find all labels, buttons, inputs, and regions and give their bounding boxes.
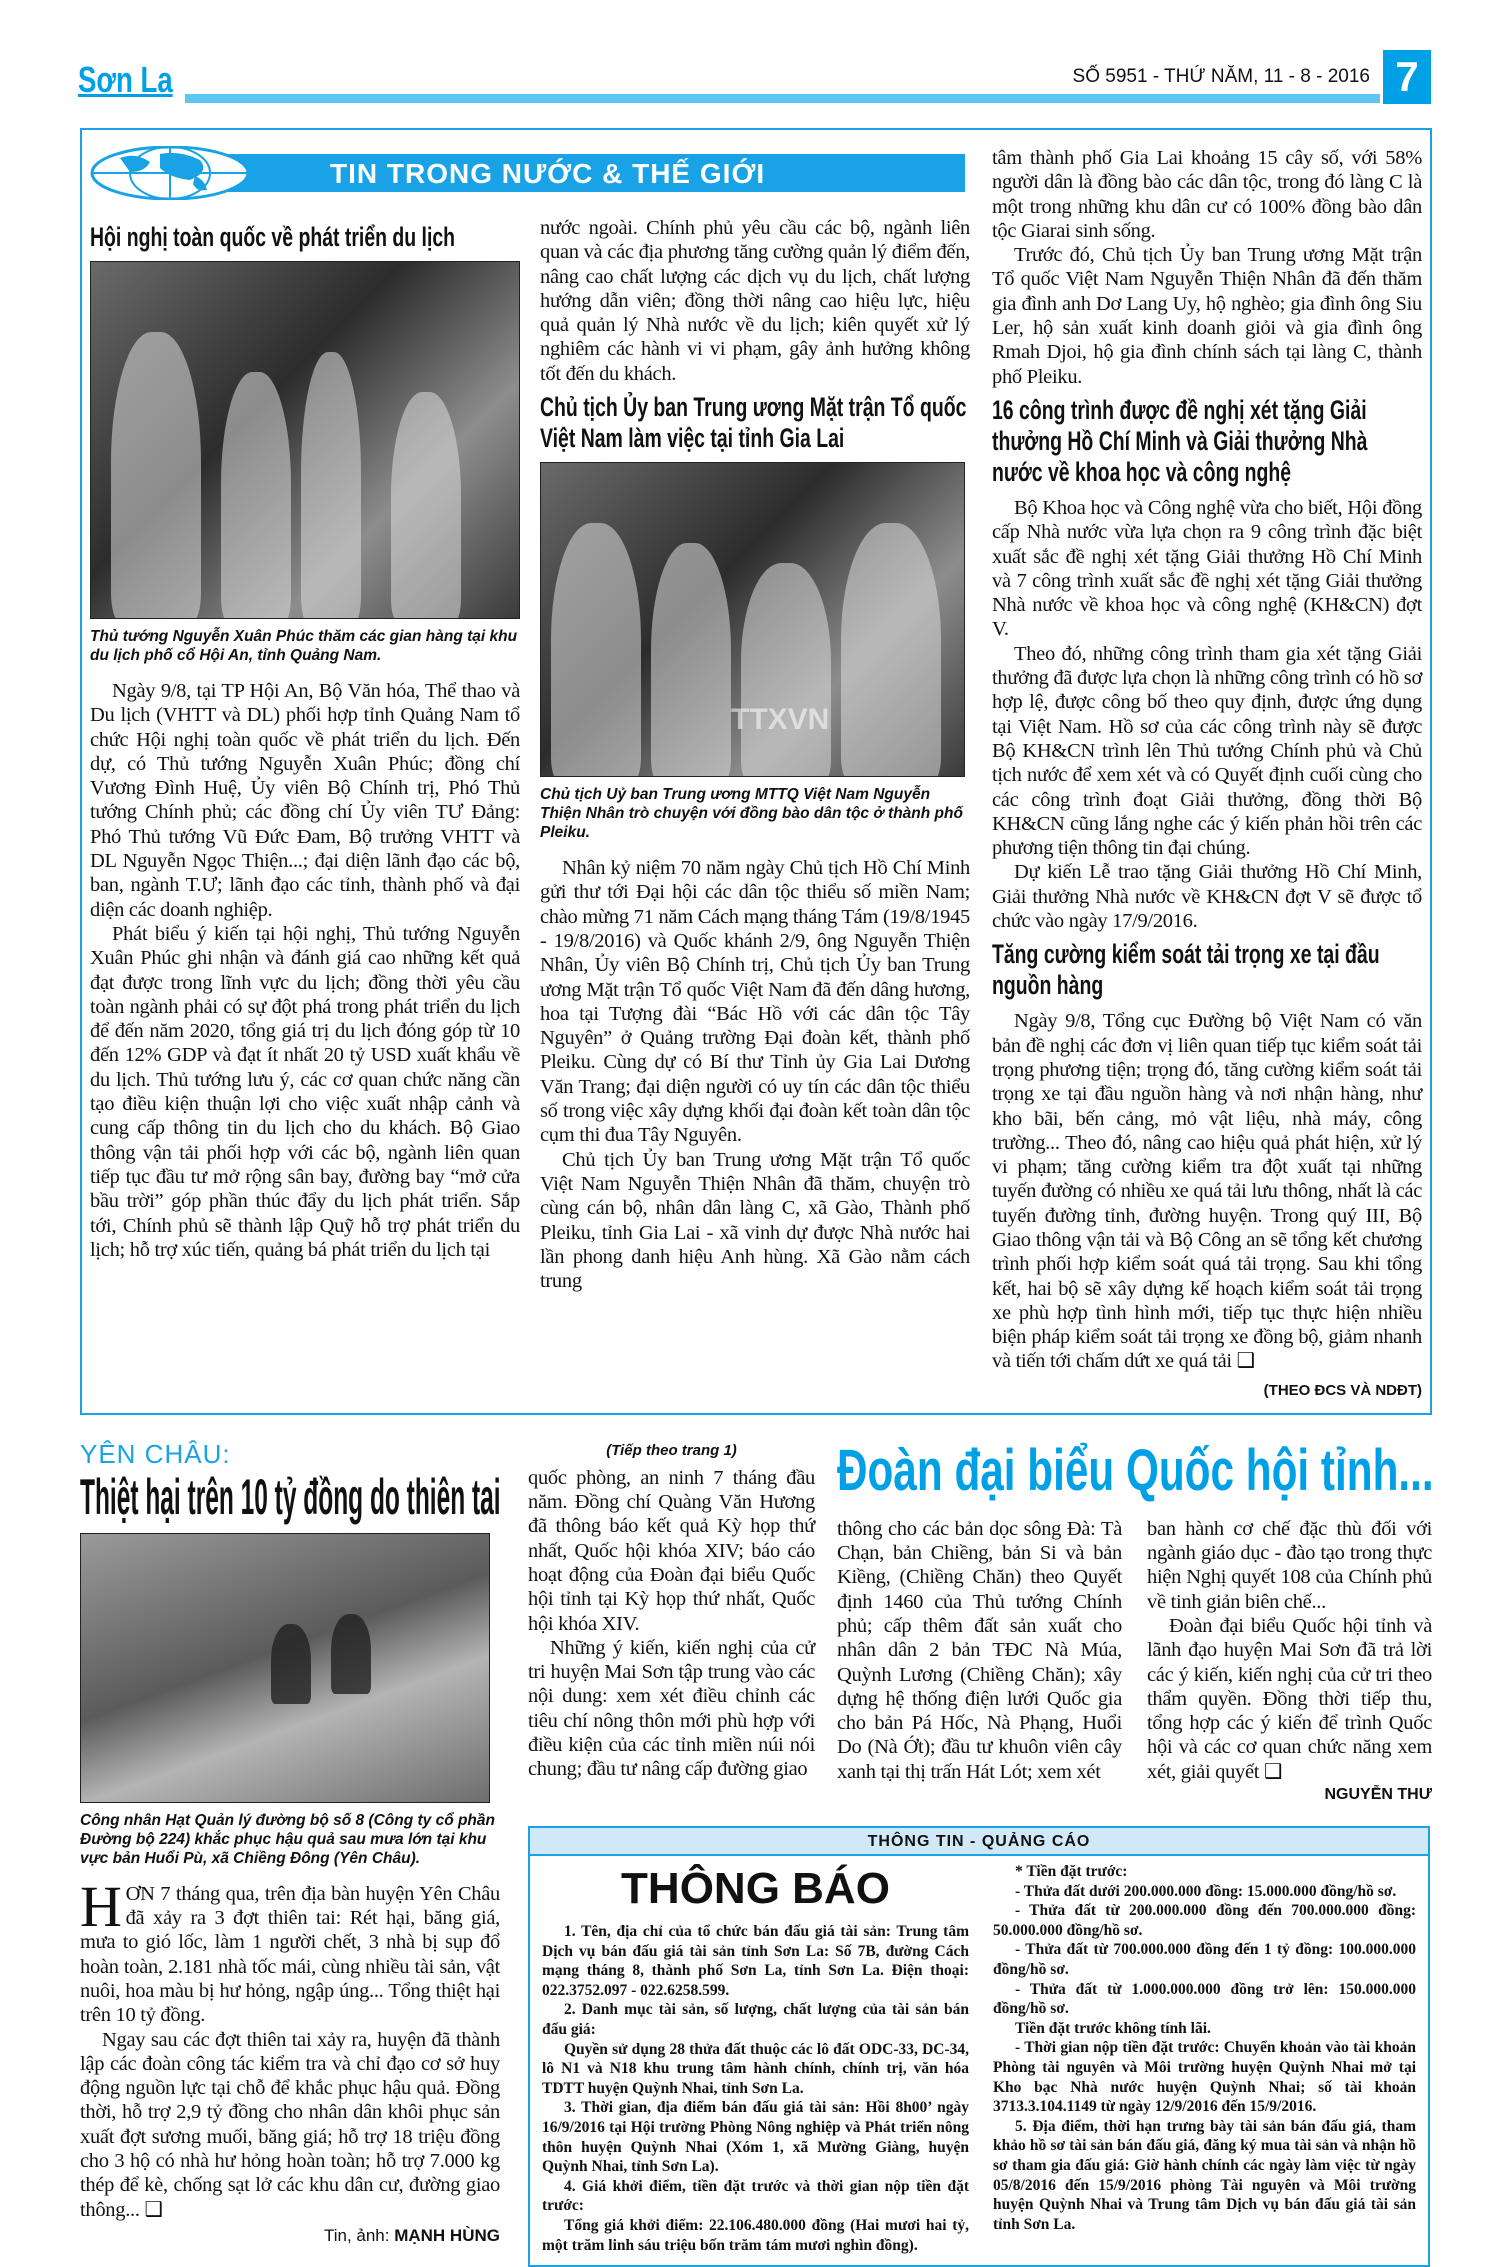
photo-watermark: TTXVN [731, 703, 830, 737]
body-tourism-col1 [90, 679, 520, 1262]
photo-road-repair [80, 1533, 490, 1803]
article-mttq [540, 216, 970, 1293]
paragraph: Đoàn đại biểu Quốc hội tỉnh và lãnh đạo huyện Mai Sơn đã trả lời các ý kiến, kiến nghị của cử tri theo thẩm quyền. Đồng thời tiếp thu, tổng hợp các ý kiến để trình Quốc hội và các cơ quan chức năng xem xét, giải quyết ❑ [1147, 1614, 1432, 1783]
ad-item: - Thửa đất từ 1.000.000.000 đồng trở lên: 150.000.000 đồng/hồ sơ. [993, 1980, 1416, 2018]
dbqh-main [837, 1439, 1433, 1804]
body-dbqh-col1 [528, 1466, 815, 1782]
byline-author: MẠNH HÙNG [394, 2225, 500, 2245]
section-banner [90, 146, 965, 200]
ad-section-label: THÔNG TIN - QUẢNG CÁO [530, 1828, 1428, 1856]
paragraph: quốc phòng, an ninh 7 tháng đầu năm. Đồng chí Quàng Văn Hương đã thông báo kết quả Kỳ họp thứ nhất, Quốc hội khóa XIV; báo cáo hoạt động của Đoàn đại biểu Quốc hội tỉnh tại Kỳ họp thứ nhất, Quốc hội khóa XIV. [528, 1466, 815, 1635]
ad-title: THÔNG BÁO [621, 1864, 890, 1914]
body-mttq-col2 [540, 856, 970, 1293]
headline-award: 16 công trình được đề nghị xét tặng Giải thưởng Hồ Chí Minh và Giải thưởng Nhà nước về khoa học và công nghệ [992, 394, 1368, 487]
paragraph: Những ý kiến, kiến nghị của cử tri huyện Mai Sơn tập trung vào các nội dung: xem xét điều chỉnh các tiêu chí nông thôn mới phù hợp với điều kiện của các tỉnh miền núi nói chung; đầu tư nâng cấp đường giao [528, 1636, 815, 1781]
source-credit: (THEO ĐCS VÀ NDĐT) [1263, 1381, 1422, 1399]
ad-item: Quyền sử dụng 28 thửa đất thuộc các lô đất ODC-33, DC-34, lô N1 và N18 khu trung tâm hành chính, chính trị, văn hóa TDTT huyện Quỳnh Nhai, tỉnh Sơn La. [542, 2040, 969, 2097]
banner-title: TIN TRONG NƯỚC & THẾ GIỚI [330, 158, 766, 189]
paragraph: nước ngoài. Chính phủ yêu cầu các bộ, ngành liên quan và các địa phương tăng cường quản lý điểm đến, nâng cao chất lượng các dịch vụ du lịch, chất lượng hướng dẫn viên; đồng thời nâng cao hiệu lực, hiệu quả quản lý Nhà nước về du lịch; kiên quyết xử lý nghiêm các hành vi vi phạm, gây ảnh hưởng không tốt đến du khách. [540, 217, 970, 385]
paragraph: Nhân kỷ niệm 70 năm ngày Chủ tịch Hồ Chí Minh gửi thư tới Đại hội các dân tộc thiểu số miền Nam; chào mừng 71 năm Cách mạng tháng Tám (19/8/1945 - 19/8/2016) và Quốc khánh 2/9, ông Nguyễn Thiện Nhân, Ủy viên Bộ Chính trị, Chủ tịch Ủy ban Trung ương Mặt trận Tổ quốc Việt Nam đã đến dâng hương, hoa tại Tượng đài “Bác Hồ với các dân tộc Tây Nguyên” ở Quảng trường Đại đoàn kết, thành phố Pleiku. Cùng dự có Bí thư Tỉnh ủy Gia Lai Dương Văn Trang; đại diện người có uy tín các dân tộc thiểu số trong việc xây dựng khối đại đoàn kết toàn dân tộc cụm thi đua Tây Nguyên. [540, 857, 970, 1147]
news-box-left [90, 146, 970, 1399]
headline-dbqh: Đoàn đại biểu Quốc hội tỉnh... [837, 1437, 1434, 1503]
byline-prefix: Tin, ảnh: [323, 2225, 390, 2245]
paragraph: Ngay sau các đợt thiên tai xảy ra, huyện đã thành lập các đoàn công tác kiểm tra và chỉ đạo cơ sở huy động nguồn lực tại chỗ để khắc phục hậu quả. Đồng thời, hỗ trợ 2,9 tỷ đồng cho nhân dân khôi phục sản xuất đợt sương muối, băng giá; hỗ trợ 18 triệu đồng cho 3 hộ có nhà hư hỏng hoàn toàn; hỗ trợ 7.000 kg thép để kè, chống sạt lở các khu dân cư, đường giao thông... ❑ [80, 2028, 500, 2221]
ad-left-column [542, 1862, 969, 2255]
continued-note: (Tiếp theo trang 1) [606, 1441, 737, 1459]
ad-box [528, 1826, 1430, 2267]
body-award [992, 496, 1422, 933]
ad-item: 1. Tên, địa chỉ của tổ chức bán đấu giá tài sản: Trung tâm Dịch vụ bán đấu giá tài sản tỉnh Sơn La: Số 7B, đường Cách mạng tháng 8, thành phố Sơn La, tỉnh Sơn La. Điện thoại: 022.3752.097 - 022.6258.599. [542, 1923, 969, 1999]
paragraph: Phát biểu ý kiến tại hội nghị, Thủ tướng Nguyễn Xuân Phúc ghi nhận và đánh giá cao những kết quả đạt được trong lĩnh vực du lịch; đồng thời yêu cầu toàn ngành phải có sự đột phá trong phát triển du lịch để đến năm 2020, tổng giá trị du lịch đóng góp từ 10 đến 12% GDP và đạt ít nhất 20 tỷ USD xuất khẩu về du lịch. Thủ tướng lưu ý, các cơ quan chức năng cần tạo điều kiện thuận lợi cho việc xuất nhập cảnh và cung cấp thông tin du lịch cho du khách. Bộ Giao thông vận tải phối hợp với các bộ, ngành liên quan tiếp tục đầu tư mở rộng sân bay, đường bay “mở cửa bầu trời” góp phần thúc đẩy du lịch phát triển. Sắp tới, Chính phủ sẽ thành lập Quỹ hỗ trợ phát triển du lịch; hỗ trợ xúc tiến, quảng bá phát triển du lịch tại [90, 922, 520, 1261]
headline-yen-chau: Thiệt hại trên 10 tỷ đồng do thiên tai [80, 1468, 501, 1525]
caption-mttq: Chủ tịch Uỷ ban Trung ương MTTQ Việt Nam Nguyễn Thiện Nhân trò chuyện với đồng bào dân tộc ở thành phố Pleiku. [540, 786, 963, 842]
ad-item: - Thửa đất từ 200.000.000 đồng đến 700.000.000 đồng: 50.000.000 đồng/hồ sơ. [993, 1902, 1416, 1939]
body-yen-chau [80, 1873, 500, 2222]
paragraph: Chủ tịch Ủy ban Trung ương Mặt trận Tổ quốc Việt Nam Nguyễn Thiện Nhân đã thăm, chuyện trò cùng cán bộ, nhân dân làng C, xã Gào, Thành phố Pleiku, tỉnh Gia Lai - xã vinh dự được Nhà nước hai lần phong danh hiệu Anh hùng. Xã Gào nằm cách trung [540, 1148, 970, 1293]
paragraph: Ngày 9/8, tại TP Hội An, Bộ Văn hóa, Thể thao và Du lịch (VHTT và DL) phối hợp tỉnh Quảng Nam tổ chức Hội nghị toàn quốc về phát triển du lịch. Đến dự, có Thủ tướng Nguyễn Xuân Phúc; đồng chí Vương Đình Huệ, Ủy viên Bộ Chính trị, Phó Thủ tướng Chính phủ; các đồng chí Ủy viên TƯ Đảng: Phó Thủ tướng Vũ Đức Đam, Bộ trưởng VHTT và DL Nguyễn Ngọc Thiện...; đại diện lãnh đạo các bộ, ban, ngành T.Ư; lãnh đạo các tỉnh, thành phố và đại diện các doanh nghiệp. [90, 680, 520, 921]
caption-pm-hoi-an: Thủ tướng Nguyễn Xuân Phúc thăm các gian hàng tại khu du lịch phố cổ Hội An, tỉnh Quảng Nam. [90, 628, 518, 664]
body-dbqh-col3 [1147, 1517, 1432, 1784]
ad-item: 2. Danh mục tài sản, số lượng, chất lượng của tài sản bán đấu giá: [542, 2001, 969, 2038]
article-yen-chau [80, 1439, 500, 2267]
paragraph: Dự kiến Lễ trao tặng Giải thưởng Hồ Chí Minh, Giải thưởng Nhà nước về KH&CN đợt V sẽ được tổ chức vào ngày 17/9/2016. [992, 861, 1422, 933]
drop-cap: H [80, 1873, 122, 1939]
paragraph [80, 1873, 500, 2028]
body-tourism-col2 [540, 216, 970, 386]
kicker-yen-chau: YÊN CHÂU: [80, 1438, 231, 1469]
article-dbqh [528, 1439, 1433, 1804]
globe-icon [90, 146, 250, 200]
headline-load-control: Tăng cường kiểm soát tải trọng xe tại đầu nguồn hàng [992, 939, 1380, 1001]
ad-item: Tiền đặt trước không tính lãi. [1015, 2019, 1211, 2037]
paragraph: Bộ Khoa học và Công nghệ vừa cho biết, Hội đồng cấp Nhà nước vừa lựa chọn ra 9 công trình đặc biệt xuất sắc đề nghị xét tặng Giải thưởng Hồ Chí Minh và 7 công trình xuất sắc đề nghị xét tặng Giải thưởng Nhà nước về khoa học và công nghệ (KH&CN) đợt V. [992, 496, 1422, 641]
bottom-section [80, 1439, 1436, 2267]
headline-tourism: Hội nghị toàn quốc về phát triển du lịch [90, 222, 456, 252]
paragraph: Trước đó, Chủ tịch Ủy ban Trung ương Mặt trận Tổ quốc Việt Nam Nguyễn Thiện Nhân đã đến thăm gia đình anh Dơ Lang Uy, hộ nghèo; gia đình ông Siu Ler, hộ sản xuất kinh doanh giỏi và gia đình ông Rmah Djoi, hộ gia đình chính sách tại làng C, thành phố Pleiku. [992, 244, 1422, 388]
section-name: Sơn La [78, 59, 173, 100]
body-col3 [992, 146, 1422, 389]
paragraph: tâm thành phố Gia Lai khoảng 15 cây số, với 58% người dân là đồng bào các dân tộc, trong đó làng C là một trong những khu dân cư có 100% đồng bào dân tộc Giarai sinh sống. [992, 147, 1422, 242]
photo-mttq-pleiku [540, 462, 965, 777]
paragraph: Theo đó, những công trình tham gia xét tặng Giải thưởng đã được lựa chọn là những công trình có hồ sơ hợp lệ, được công bố theo quy định, được ứng dụng tại Việt Nam. Hồ sơ của các công trình này sẽ được Bộ KH&CN trình lên Thủ tướng Chính phủ và Chủ tịch nước để xem xét và có Quyết định cuối cùng cho các công trình đoạt Giải thưởng, đồng thời Bộ KH&CN cũng lắng nghe các ý kiến phản hồi trên các phương tiện thông tin đại chúng. [992, 642, 1422, 860]
paragraph: ban hành cơ chế đặc thù đối với ngành giáo dục - đào tạo trong thực hiện Nghị quyết 108 của Chính phủ về tinh giản biên chế... [1147, 1517, 1432, 1613]
paragraph: thông cho các bản dọc sông Đà: Tà Chạn, bản Chiềng, bản Si và bản Kiềng, (Chiềng Chăn) theo Quyết định 1460 của Thủ tướng Chính phủ; cấp thêm đất sản xuất cho nhân dân 2 bản TĐC Nà Múa, Quỳnh Lương (Chiềng Chăn); xây dựng hệ thống điện lưới Quốc gia cho bản Pá Hốc, Nà Phạng, Huổi Do (Nà Ớt); đầu tư khuôn viên cây xanh tại thị trấn Hát Lót; xem xét [837, 1517, 1122, 1783]
article-tourism [90, 216, 520, 1293]
dbqh-col3 [1147, 1517, 1432, 1804]
byline-yen-chau [80, 2226, 500, 2246]
ad-item: 4. Giá khởi điểm, tiền đặt trước và thời gian nộp tiền đặt trước: [542, 2177, 969, 2215]
body-dbqh-col2 [837, 1517, 1122, 1804]
paragraph: Ngày 9/8, Tổng cục Đường bộ Việt Nam có văn bản đề nghị các đơn vị liên quan tiếp tục kiểm soát tải trọng phương tiện; trọng đó, tăng cường kiểm soát tải trọng xe tại đầu nguồn hàng và nơi nhận hàng, như kho bãi, bến cảng, mỏ vật liệu, nhà máy, công trường... Theo đó, nâng cao hiệu quả phát hiện, xử lý vi phạm; tăng cường kiểm tra đột xuất tại những tuyến đường có nhiều xe quá tải lưu thông, nhất là các tuyến đường tỉnh, đường huyện. Trong quý III, Bộ Giao thông vận tải và Bộ Công an sẽ tổng kết chương trình phối hợp kiểm soát quá tải trọng. Sau khi tổng kết, hai bộ sẽ xây dựng kế hoạch kiểm soát tải trọng xe phù hợp tình hình mới, tiếp tục thực hiện nhiều biện pháp kiểm soát tải trọng xe đồng bộ, giảm nhanh và tiến tới chấm dứt xe quá tải ❑ [992, 1010, 1422, 1373]
caption-road-repair: Công nhân Hạt Quản lý đường bộ số 8 (Công ty cổ phần Đường bộ 224) khắc phục hậu quả sau mưa lớn tại khu vực bản Huổi Pù, xã Chiềng Đông (Yên Châu). [80, 1811, 495, 1867]
ad-item: 5. Địa điểm, thời hạn trưng bày tài sản bán đấu giá, tham khảo hồ sơ tài sản bán đấu giá, đăng ký mua tài sản và nhận hồ sơ tham gia đấu giá: Giờ hành chính các ngày làm việc từ ngày 05/8/2016 đến 15/9/2016 phòng Tài nguyên và Môi trường huyện Quỳnh Nhai và Trung tâm Dịch vụ bán đấu giá tài sản tỉnh Sơn La. [993, 2117, 1416, 2233]
body-load-control [992, 1009, 1422, 1373]
ad-item: * Tiền đặt trước: [1015, 1863, 1128, 1881]
ad-item: 3. Thời gian, địa điểm bán đấu giá tài sản: Hồi 8h00’ ngày 16/9/2016 tại Hội trường Phòng Nông nghiệp và Phát triển nông thôn huyện Quỳnh Nhai (Xóm 1, xã Mường Giàng, huyện Quỳnh Nhai, tỉnh Sơn La). [542, 2099, 969, 2176]
photo-pm-hoi-an [90, 261, 520, 619]
byline-dbqh: NGUYỄN THƯ [1324, 1786, 1432, 1804]
news-box-right [992, 146, 1422, 1399]
dbqh-col1 [528, 1439, 815, 1804]
paragraph-text: ƠN 7 tháng qua, trên địa bàn huyện Yên Châu đã xảy ra 3 đợt thiên tai: Rét hại, băng giá, mưa to gió lốc, làm 1 người chết, 3 nhà bị sụp đổ hoàn toàn, 2.181 nhà tốc mái, cùng nhiều tài sản, vật nuôi, hoa màu bị hư hỏng, ngập úng... Tổng thiệt hại trên 10 tỷ đồng. [80, 1882, 500, 2027]
page-number: 7 [1383, 50, 1431, 104]
ad-item: - Thửa đất từ 700.000.000 đồng đến 1 tỷ đồng: 100.000.000 đồng/hồ sơ. [993, 1941, 1416, 1978]
news-box [80, 128, 1432, 1415]
issue-date: SỐ 5951 - THỨ NĂM, 11 - 8 - 2016 [1072, 66, 1370, 87]
ad-item: Tổng giá khởi điểm: 22.106.480.000 đồng (Hai mươi hai tỷ, một trăm linh sáu triệu bốn trăm tám mươi nghìn đồng). [542, 2216, 969, 2254]
ad-item: - Thửa đất dưới 200.000.000 đồng: 15.000.000 đồng/hồ sơ. [1015, 1882, 1397, 1900]
headline-mttq: Chủ tịch Ủy ban Trung ương Mặt trận Tổ quốc Việt Nam làm việc tại tỉnh Gia Lai [540, 392, 967, 454]
ad-item: - Thời gian nộp tiền đặt trước: Chuyển khoản vào tài khoản Phòng tài nguyên và Môi trường huyện Quỳnh Nhai mở tại Kho bạc Nhà nước huyện Quỳnh Nhai; số tài khoản 3713.3.104.1149 từ ngày 12/9/2016 đến 15/9/2016. [993, 2039, 1416, 2116]
bottom-right [528, 1439, 1433, 2267]
ad-right-column [993, 1862, 1416, 2255]
